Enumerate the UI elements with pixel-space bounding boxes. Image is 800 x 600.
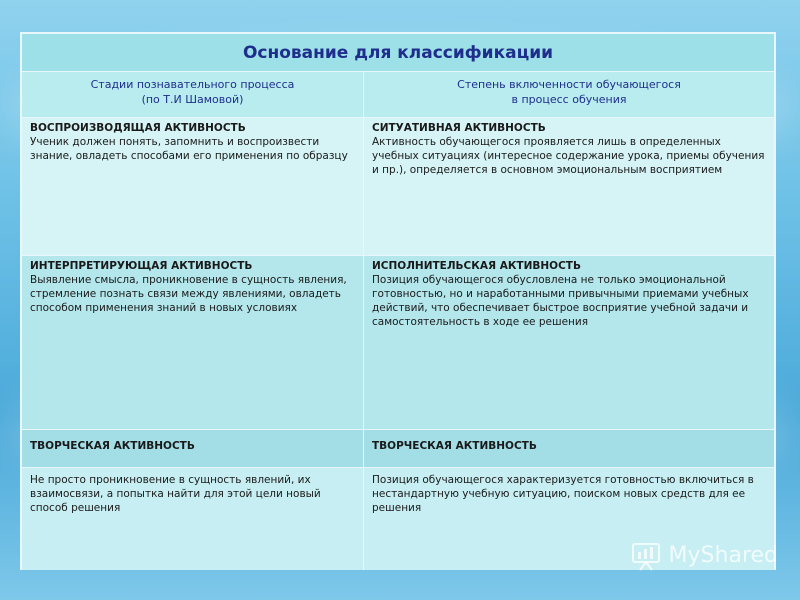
watermark	[629, 538, 778, 572]
table-cell	[22, 256, 364, 429]
cell-title: СИТУАТИВНАЯ АКТИВНОСТЬ	[372, 122, 546, 134]
cell-text: Ученик должен понять, запомнить и воспроизвести знание, овладеть способами его применения по образцу	[30, 135, 348, 162]
cell-title: ИСПОЛНИТЕЛЬСКАЯ АКТИВНОСТЬ	[372, 260, 581, 272]
cell-title: ТВОРЧЕСКАЯ АКТИВНОСТЬ	[372, 440, 537, 452]
watermark-text: MyShared	[668, 542, 778, 568]
cell-text: Позиция обучающегося обусловлена не только эмоциональной готовностью, но и наработанными привычными приемами учебных действий, что обеспечивает быстрое восприятие учебной задачи и самостоятельность в ходе ее решения	[372, 273, 749, 328]
table-cell	[22, 430, 364, 467]
column-header-row	[22, 72, 774, 118]
cell-text: Выявление смысла, проникновение в сущность явления, стремление познать связи между явлениями, овладеть способом применения знаний в новых условиях	[30, 273, 347, 314]
table-cell	[364, 118, 774, 255]
cell-title: ТВОРЧЕСКАЯ АКТИВНОСТЬ	[30, 440, 195, 452]
column-header-label: Стадии познавательного процесса (по Т.И Шамовой)	[90, 78, 295, 106]
table-row	[22, 430, 774, 468]
table-header-row	[22, 34, 774, 72]
table-cell	[364, 430, 774, 467]
column-header-involvement	[364, 72, 774, 117]
column-header-cognitive-stages	[22, 72, 364, 117]
cell-title: ИНТЕРПРЕТИРУЮЩАЯ АКТИВНОСТЬ	[30, 260, 253, 272]
table-row	[22, 256, 774, 430]
classification-table	[20, 32, 776, 570]
myshared-logo-icon	[629, 538, 663, 572]
cell-text: Позиция обучающегося характеризуется готовностью включиться в нестандартную учебную ситуацию, поиском новых средств для ее решения	[372, 474, 754, 514]
table-cell	[22, 468, 364, 570]
cell-title: ВОСПРОИЗВОДЯЩАЯ АКТИВНОСТЬ	[30, 122, 246, 134]
cell-text: Активность обучающегося проявляется лишь в определенных учебных ситуациях (интересное содержание урока, приемы обучения и пр.), определяется в основном эмоциональным восприятием	[372, 135, 765, 176]
table-cell	[364, 256, 774, 429]
table-row	[22, 118, 774, 256]
cell-text: Не просто проникновение в сущность явлений, их взаимосвязи, а попытка найти для этой цели новый способ решения	[30, 474, 321, 514]
table-title: Основание для классификации	[242, 42, 554, 63]
table-cell	[22, 118, 364, 255]
column-header-label: Степень включенности обучающегося в процесс обучения	[457, 78, 681, 106]
